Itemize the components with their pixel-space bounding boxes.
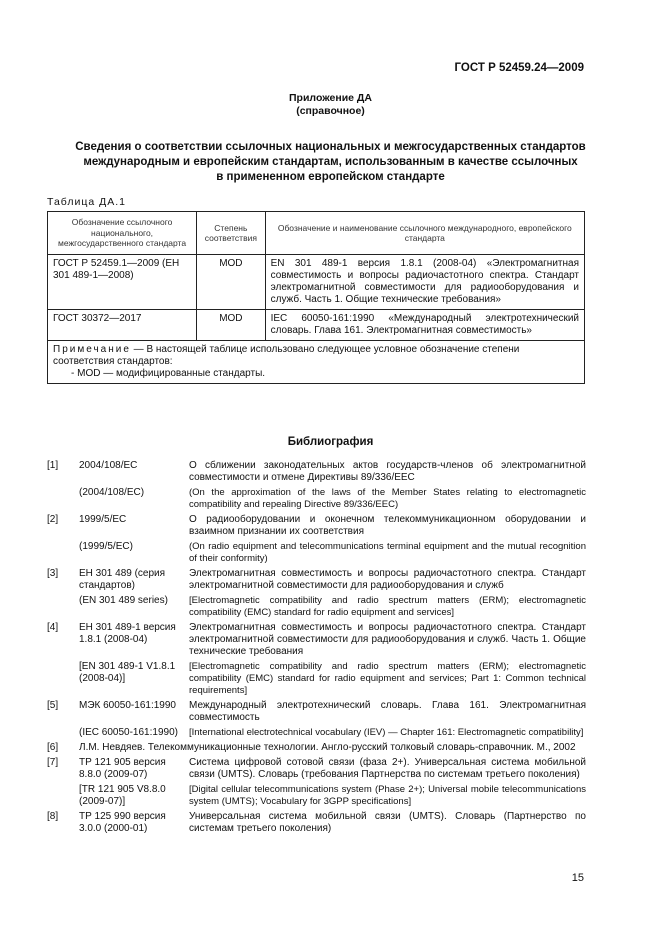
note-label: Примечание [53, 344, 131, 355]
note-text: — В настоящей таблице использовано следующее условное обозначение степени соответствия стандартов: [53, 344, 520, 367]
column-header: Степень соответствия [197, 212, 266, 255]
table-row [48, 255, 585, 310]
bibliography-entry [47, 742, 587, 754]
entry-title: Электромагнитная совместимость и вопросы радиочастотного спектра. Стандарт электромагнитной совместимости для радиооборудования и служб [189, 568, 586, 591]
entry-code: (2004/108/EC) [79, 487, 145, 498]
column-header: Обозначение и наименование ссылочного международного, европейского стандарта [265, 212, 584, 255]
column-header: Обозначение ссылочного национального, межгосударственного стандарта [48, 212, 197, 255]
entry-title: Универсальная система мобильной связи (UMTS). Словарь (Партнерство по системам третьего поколения) [189, 811, 586, 834]
entry-code: [EN 301 489-1 V1.8.1 (2008-04)] [79, 661, 176, 684]
entry-code: ТР 121 905 версия 8.8.0 (2009-07) [79, 757, 166, 780]
bibliography-entry [47, 460, 587, 484]
entry-number: [4] [47, 622, 59, 633]
section-title-line: в примененном европейском стандарте [216, 171, 445, 183]
bibliography-entry [47, 661, 587, 697]
table-row [48, 310, 585, 341]
annex-heading [0, 92, 661, 118]
bibliography-entry [47, 811, 587, 835]
table-note [48, 341, 585, 384]
bibliography-entry [47, 700, 587, 724]
bibliography-entry [47, 514, 587, 538]
bibliography-entry [47, 487, 587, 511]
bibliography-entry [47, 757, 587, 781]
entry-number: [3] [47, 568, 59, 579]
note-item: - MOD — модифицированные стандарты. [71, 368, 266, 379]
intl-standard-cell: EN 301 489-1 версия 1.8.1 (2008-04) «Электромагнитная совместимость и вопросы радиочастотного спектра. Стандарт электромагнитной совместимости для радиооборудования и служб. Часть 1. Общие технические требования» [265, 255, 584, 310]
entry-title: [Digital cellular telecommunications system (Phase 2+); Universal mobile telecommunications system (UMTS); Vocabulary for 3GPP specifications] [189, 784, 586, 807]
bibliography-list [47, 460, 587, 838]
section-title [50, 140, 611, 185]
section-title-line: Сведения о соответствии ссылочных национальных и межгосударственных стандартов [75, 141, 586, 153]
table-header-row [48, 212, 585, 255]
entry-title: (On the approximation of the laws of the Member States relating to electromagnetic compatibility and repealing Directive 89/336/EEC) [189, 487, 586, 510]
table-note-row [48, 341, 585, 384]
entry-code: [TR 121 905 V8.8.0 (2009-07)] [79, 784, 166, 807]
correspondence-table [47, 211, 585, 384]
entry-code: 1999/5/ЕС [79, 514, 127, 525]
entry-title: [Electromagnetic compatibility and radio spectrum matters (ERM); electromagnetic compatibility (EMC) standard for radio equipment and services] [189, 595, 586, 618]
entry-title: О сближении законодательных актов государств-членов об электромагнитной совместимости и отмене Директивы 89/336/ЕЕС [189, 460, 586, 483]
entry-code: (EN 301 489 series) [79, 595, 168, 606]
entry-full-text: Л.М. Невдяев. Телекоммуникационные технологии. Англо-русский толковый словарь-справочник. М., 2002 [79, 742, 576, 753]
bibliography-entry [47, 784, 587, 808]
entry-number: [5] [47, 700, 59, 711]
bibliography-entry [47, 622, 587, 658]
entry-title: [Electromagnetic compatibility and radio spectrum matters (ERM); electromagnetic compatibility (EMC) standard for radio equipment and services; Part 1: Common technical requirements] [189, 661, 586, 696]
page-number: 15 [571, 872, 584, 884]
entry-title: Международный электротехнический словарь. Глава 161. Электромагнитная совместимость [189, 700, 586, 723]
entry-code: (1999/5/EC) [79, 541, 133, 552]
entry-number: [8] [47, 811, 59, 822]
annex-title: Приложение ДА [289, 92, 372, 104]
entry-number: [6] [47, 742, 59, 753]
entry-title: Электромагнитная совместимость и вопросы радиочастотного спектра. Стандарт электромагнитной совместимости для радиооборудования и служб. Часть 1. Общие технические требования [189, 622, 586, 657]
bibliography-entry [47, 568, 587, 592]
intl-standard-cell: IEC 60050-161:1990 «Международный электротехнический словарь. Глава 161. Электромагнитная совместимость» [265, 310, 584, 341]
entry-code: ЕН 301 489 (серия стандартов) [79, 568, 166, 591]
degree-cell: MOD [197, 310, 266, 341]
bibliography-entry [47, 727, 587, 739]
entry-title: Система цифровой сотовой связи (фаза 2+). Универсальная система мобильной связи (UMTS). Словарь (требования Партнерства по системам третьего поколения) [189, 757, 586, 780]
national-standard-cell: ГОСТ 30372—2017 [48, 310, 197, 341]
entry-number: [1] [47, 460, 59, 471]
degree-cell: MOD [197, 255, 266, 310]
annex-subtitle: (справочное) [296, 105, 365, 117]
entry-number: [7] [47, 757, 59, 768]
bibliography-entry [47, 595, 587, 619]
entry-title: О радиооборудовании и оконечном телекоммуникационном оборудовании и взаимном признании их соответствия [189, 514, 586, 537]
entry-code: ТР 125 990 версия 3.0.0 (2000-01) [79, 811, 166, 834]
entry-code: ЕН 301 489-1 версия 1.8.1 (2008-04) [79, 622, 176, 645]
entry-code: МЭК 60050-161:1990 [79, 700, 176, 711]
entry-title: (On radio equipment and telecommunications terminal equipment and the mutual recognition of their conformity) [189, 541, 586, 564]
bibliography-title: Библиография [287, 436, 374, 448]
bibliography-entry [47, 541, 587, 565]
section-title-line: международным и европейским стандартам, использованным в качестве ссылочных [83, 156, 578, 168]
entry-title: [International electrotechnical vocabulary (IEV) — Chapter 161: Electromagnetic compatibility] [189, 727, 584, 738]
table-caption: Таблица ДА.1 [47, 196, 126, 208]
entry-number: [2] [47, 514, 59, 525]
entry-code: (IEC 60050-161:1990) [79, 727, 178, 738]
entry-code: 2004/108/ЕС [79, 460, 138, 471]
national-standard-cell: ГОСТ Р 52459.1—2009 (ЕН 301 489-1—2008) [48, 255, 197, 310]
document-id: ГОСТ Р 52459.24—2009 [454, 62, 584, 74]
